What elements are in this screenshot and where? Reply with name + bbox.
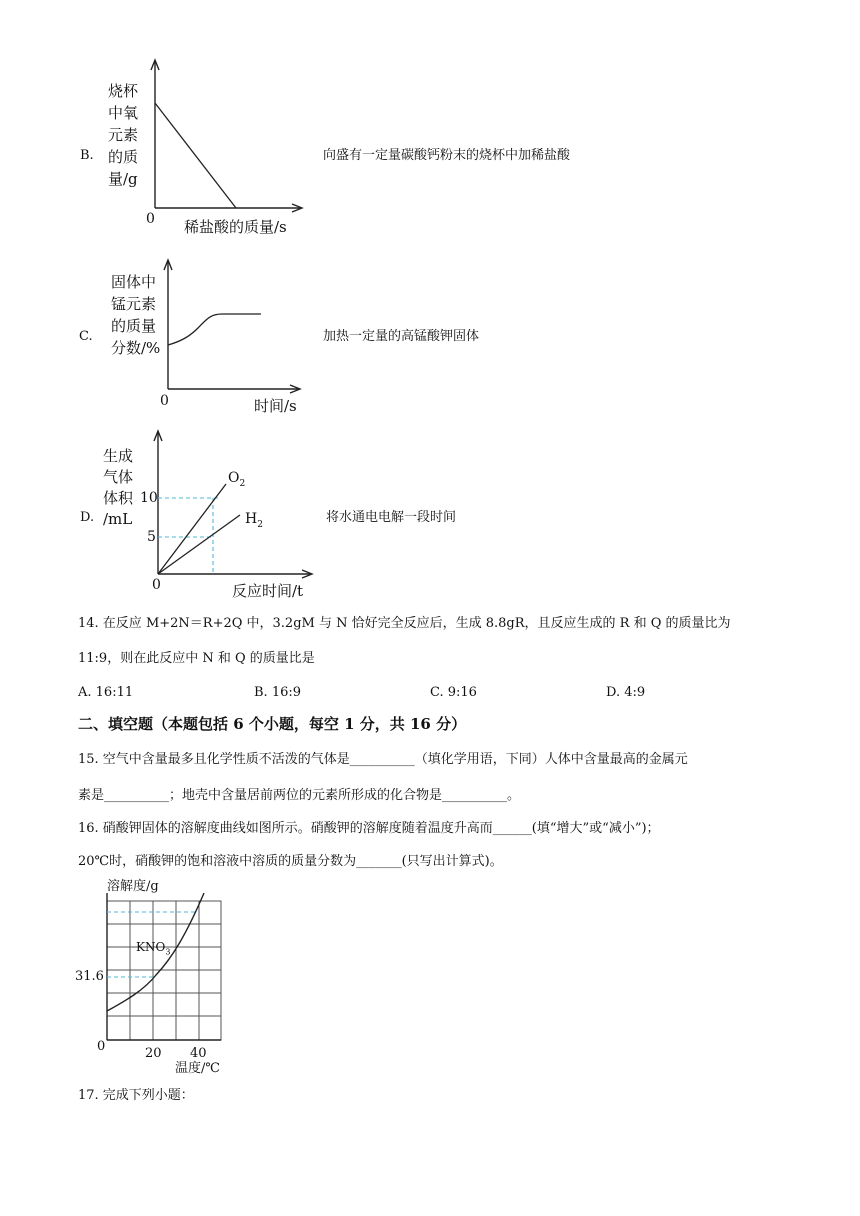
q15-line-2: 素是__________；地壳中含量居前两位的元素所形成的化合物是__________。 [78,788,521,803]
ylabel-line: 烧杯 [108,82,139,100]
ylabel-line: 中氧 [108,104,139,122]
kno3-x-tick-20: 20 [145,1046,162,1061]
kno3-y-tick: 31.6 [75,969,104,984]
ylabel-line: /mL [103,510,133,528]
option-b-origin: 0 [146,211,155,227]
ylabel-line: 锰元素 [111,295,157,313]
option-d-origin: 0 [152,577,161,593]
option-d-xlabel: 反应时间/t [232,582,304,600]
q14-choice-b: B. 16:9 [254,685,302,700]
kno3-x-tick-40: 40 [190,1046,207,1061]
ylabel-line: 量/g [108,170,138,188]
option-c-xlabel: 时间/s [254,397,297,415]
q15-line-1: 15. 空气中含量最多且化学性质不活泼的气体是__________（填化学用语，下同）人体中含量最高的金属元 [78,752,688,767]
kno3-ylabel: 溶解度/g [107,879,159,894]
ylabel-line: 分数/% [111,339,161,357]
ylabel-line: 气体 [103,468,134,486]
q14-choice-d: D. 4:9 [606,685,646,700]
ylabel-line: 固体中 [111,273,157,291]
q17-line-1: 17. 完成下列小题： [78,1088,194,1103]
option-d-h2-label: $H_2$ [245,511,263,530]
option-d-description: 将水通电电解一段时间 [326,510,457,525]
q14-choice-c: C. 9:16 [430,685,477,700]
option-b-description: 向盛有一定量碳酸钙粉末的烧杯中加稀盐酸 [323,148,571,163]
q14-line-1: 14. 在反应 M+2N＝R+2Q 中，3.2gM 与 N 恰好完全反应后，生成 8.8gR，且反应生成的 R 和 Q 的质量比为 [78,616,731,631]
kno3-grid [107,901,221,1040]
kno3-origin: 0 [97,1039,106,1054]
q16-line-2: 20℃时，硝酸钾的饱和溶液中溶质的质量分数为_______(只写出计算式)。 [78,854,503,869]
kno3-xlabel: 温度/℃ [175,1061,220,1076]
section-2-title: 二、填空题（本题包括 6 个小题，每空 1 分，共 16 分） [78,715,467,733]
ylabel-line: 的质量 [111,317,157,335]
q14-choice-a: A. 16:11 [78,685,134,700]
option-c-description: 加热一定量的高锰酸钾固体 [323,329,480,344]
ylabel-line: 体积 [103,489,134,507]
ylabel-line: 元素 [108,126,139,144]
option-c-letter: C. [79,329,93,344]
option-b-xlabel: 稀盐酸的质量/s [184,218,287,236]
ylabel-line: 生成 [103,447,134,465]
ylabel-line: 的质 [108,148,139,166]
kno3-series-label: $KNO_3$ [136,940,171,957]
q14-line-2: 11:9，则在此反应中 N 和 Q 的质量比是 [78,651,315,666]
option-b-letter: B. [80,148,94,163]
option-d-tick-5: 5 [147,529,156,545]
option-d-tick-10: 10 [140,490,158,506]
q16-line-1: 16. 硝酸钾固体的溶解度曲线如图所示。硝酸钾的溶解度随着温度升高而______(填“增大”或“减小”)； [78,821,660,836]
option-c-origin: 0 [160,393,169,409]
option-d-letter: D. [80,510,95,525]
option-d-o2-label: $O_2$ [228,470,246,489]
